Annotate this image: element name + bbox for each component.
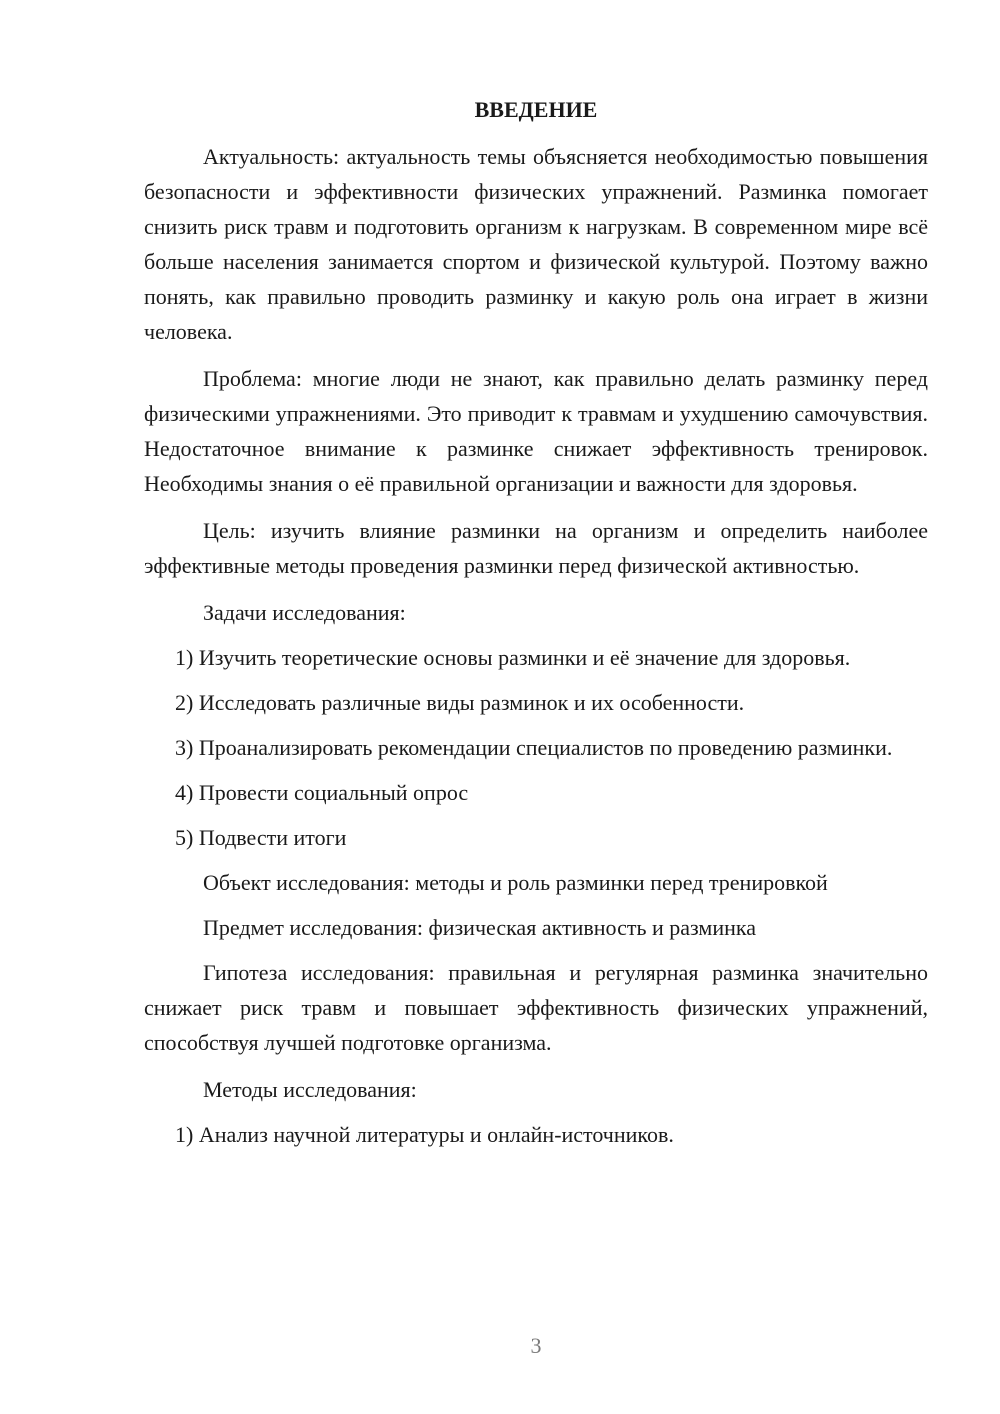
task-item-5: 5) Подвести итоги (175, 825, 347, 850)
page-number: 3 (530, 1333, 542, 1358)
paragraph-goal: Цель: изучить влияние разминки на организм и определить наиболее эффективные методы проведения разминки перед физической активностью. (144, 518, 928, 578)
method-item-1: 1) Анализ научной литературы и онлайн-источников. (175, 1122, 674, 1147)
task-item-3: 3) Проанализировать рекомендации специалистов по проведению разминки. (175, 735, 893, 760)
task-item-2: 2) Исследовать различные виды разминок и их особенности. (175, 690, 745, 715)
paragraph-problem: Проблема: многие люди не знают, как правильно делать разминку перед физическими упражнениями. Это приводит к травмам и ухудшению самочувствия. Недостаточное внимание к разминке снижает эффективность тренировок. Необходимы знания о её правильной организации и важности для здоровья. (144, 366, 928, 496)
task-item-1: 1) Изучить теоретические основы разминки и её значение для здоровья. (175, 645, 851, 670)
section-title: ВВЕДЕНИЕ (474, 97, 598, 122)
paragraph-object: Объект исследования: методы и роль разминки перед тренировкой (203, 870, 828, 895)
paragraph-relevance: Актуальность: актуальность темы объясняется необходимостью повышения безопасности и эффективности физических упражнений. Разминка помогает снизить риск травм и подготовить организм к нагрузкам. В современном мире всё больше населения занимается спортом и физической культурой. Поэтому важно понять, как правильно проводить разминку и какую роль она играет в жизни человека. (144, 144, 928, 344)
page-content (144, 95, 928, 1162)
paragraph-subject: Предмет исследования: физическая активность и разминка (203, 915, 756, 940)
task-item-4: 4) Провести социальный опрос (175, 780, 469, 805)
paragraph-hypothesis: Гипотеза исследования: правильная и регулярная разминка значительно снижает риск травм и повышает эффективность физических упражнений, способствуя лучшей подготовке организма. (144, 960, 928, 1055)
methods-heading: Методы исследования: (203, 1077, 417, 1102)
tasks-heading: Задачи исследования: (203, 600, 406, 625)
